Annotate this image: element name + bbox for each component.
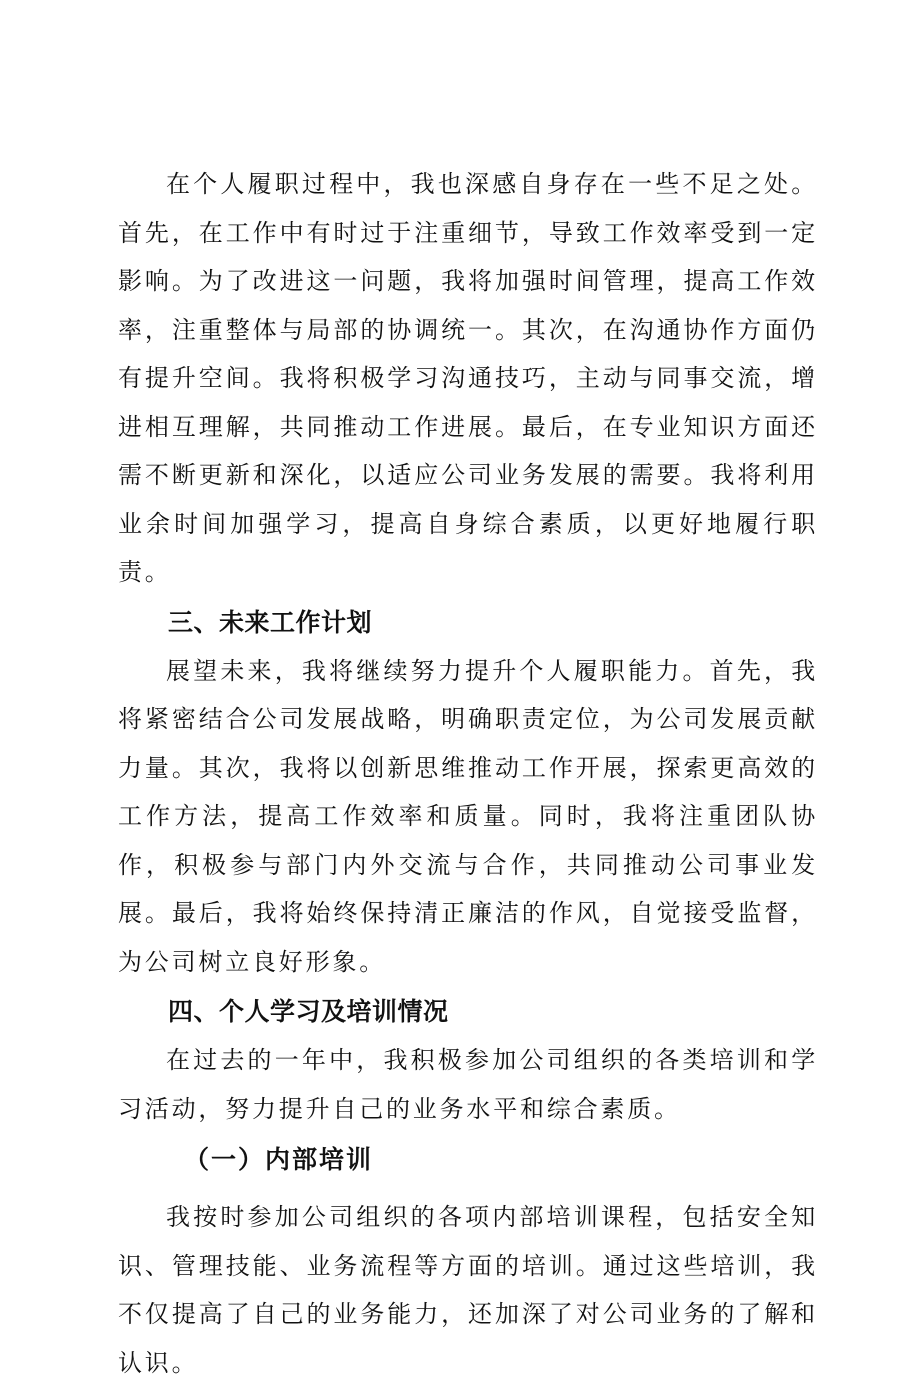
- heading-study-training: 四、个人学习及培训情况: [168, 997, 449, 1026]
- paragraph-future-plan: 展望未来，我将继续努力提升个人履职能力。首先，我将紧密结合公司发展战略，明确职责定位，为公司发展贡献力量。其次，我将以创新思维推动工作开展，探索更高效的工作方法，提高工作效率和质量。同时，我将注重团队协作，积极参与部门内外交流与合作，共同推动公司事业发展。最后，我将始终保持清正廉洁的作风，自觉接受监督，为公司树立良好形象。: [118, 656, 818, 976]
- paragraph-internal-training: 我按时参加公司组织的各项内部培训课程，包括安全知识、管理技能、业务流程等方面的培训。通过这些培训，我不仅提高了自己的业务能力，还加深了对公司业务的了解和认识。: [118, 1203, 818, 1377]
- subheading-internal-training: （一）内部培训: [184, 1145, 374, 1174]
- heading-future-plan: 三、未来工作计划: [168, 607, 373, 637]
- paragraph-study-training: 在过去的一年中，我积极参加公司组织的各类培训和学习活动，努力提升自己的业务水平和综合素质。: [118, 1046, 818, 1123]
- paragraph-shortcomings: 在个人履职过程中，我也深感自身存在一些不足之处。首先，在工作中有时过于注重细节，导致工作效率受到一定影响。为了改进这一问题，我将加强时间管理，提高工作效率，注重整体与局部的协调统一。其次，在沟通协作方面仍有提升空间。我将积极学习沟通技巧，主动与同事交流，增进相互理解，共同推动工作进展。最后，在专业知识方面还需不断更新和深化，以适应公司业务发展的需要。我将利用业余时间加强学习，提高自身综合素质，以更好地履行职责。: [118, 170, 818, 586]
- document-body: [118, 160, 818, 1387]
